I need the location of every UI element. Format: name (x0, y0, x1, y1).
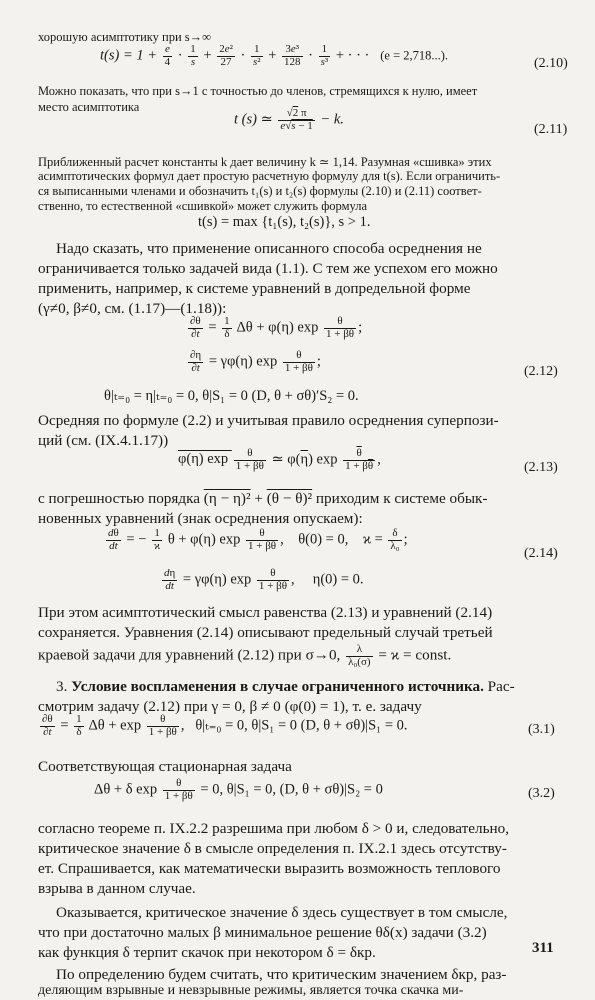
equation-2-12-line-2: $\frac{\partial\eta}{\partial t}$ = γφ(η) exp $\frac{\theta}{1 + \beta\theta}$ ; (190, 349, 321, 374)
paragraph-3-text-a: с погрешностью порядка (38, 490, 200, 507)
eq-3-2-boundary: = 0, θ|S₁ = 0, (D, θ + σθ)|S₂ = 0 (200, 781, 383, 798)
small-paragraph-2-line-2: асимптотических формул дает простую расчетную формулу для t(s). Если ограничить- (38, 169, 501, 183)
equation-2-10: t(s) = 1 + $\frac{e}{4}$ · $\frac{1}{s}$ + $\frac{\text{2e²}}{27}$ · $\frac{1}{\text{s²}}$ + $\frac{\text{3e³}}{128}$ · $\frac{1}{\text{s³}}$ + · · · (e = 2,718...). (100, 43, 449, 68)
paragraph-1-line-2: ограничивается только задачей вида (1.1). С тем же успехом его можно (38, 260, 498, 277)
paragraph-6-line-4: взрыва в данном случае. (38, 880, 196, 897)
paragraph-4-text: краевой задачи для уравнений (2.12) при σ→0, (38, 646, 341, 664)
paragraph-1-line-3: применить, например, к системе уравнений в допредельной форме (38, 280, 471, 297)
paragraph-4-line-1: При этом асимптотический смысл равенства (2.13) и уравнений (2.14) (38, 604, 493, 621)
equation-max: t(s) = max {t₁(s), t₂(s)}, s > 1. (198, 214, 371, 230)
eq-label-3-2: (3.2) (528, 786, 555, 801)
eq-label-2-11: (2.11) (534, 122, 568, 137)
eq-2-11-lhs: t (s) ≃ (234, 111, 273, 128)
equation-3-1: $\frac{\partial\theta}{\partial t}$ = $\frac{1}{\delta}$ Δθ + exp $\frac{\theta}{1 + \beta\theta}$ , θ|ₜ₌₀ = 0, θ|S₁ = 0 (D, θ + σθ)|S₁ = 0. (42, 713, 408, 738)
paragraph-7-line-3: как функция δ терпит скачок при некотором δ = δкр. (38, 944, 376, 961)
equation-2-11: t (s) ≃ $\frac{√2 \pi}{e√s - 1}$ − k. (234, 107, 344, 132)
eq-2-11-rhs: − k. (320, 111, 344, 128)
paragraph-5: Соответствующая стационарная задача (38, 758, 292, 775)
paragraph-7-line-1: Оказывается, критическое значение δ здесь существует в том смысле, (56, 904, 508, 921)
small-paragraph-2-line-4: ственно, то естественной «сшивкой» может служить формула (38, 199, 368, 213)
paragraph-3-line-2: новенных уравнений (знак осреднения опускаем): (38, 510, 363, 527)
eq-label-3-1: (3.1) (528, 722, 555, 737)
paragraph-7-line-2: что при достаточно малых β минимальное решение θδ(x) задачи (3.2) (38, 924, 487, 941)
paragraph-2-line-1: Осредняя по формуле (2.2) и учитывая правило осреднения суперпози- (38, 412, 499, 429)
section-heading (56, 678, 515, 696)
paragraph-6-line-1: согласно теореме п. IX.2.2 разрешима при любом δ > 0 и, следовательно, (38, 820, 510, 837)
paragraph-2-line-2: ций (см. (IX.4.1.17)) (38, 432, 169, 449)
eq-2-10-prefix: t(s) = 1 + (100, 47, 158, 64)
paragraph-6-line-2: критическое значение δ в смысле определения п. IX.2.1 здесь отсутству- (38, 840, 507, 857)
paragraph-8-line-2: деляющим взрывные и невзрывные режимы, является точка скачка ми- (38, 983, 464, 998)
small-paragraph-2-line-1: Приближенный расчет константы k дает величину k ≃ 1,14. Разумная «сшивка» этих (38, 155, 492, 169)
small-paragraph-1-line-2: место асимптотика (38, 100, 140, 114)
small-paragraph-1-line-1: Можно показать, что при s→1 с точностью до членов, стремящихся к нулю, имеет (38, 84, 478, 98)
section-title: Условие воспламенения в случае ограниченного источника. (71, 678, 484, 695)
paragraph-3-text-b: приходим к системе обык- (315, 490, 488, 507)
paragraph-4-tail: = ϰ = const. (378, 646, 452, 664)
equation-2-14-line-2: $\frac{d\eta}{dt}$ = γφ(η) exp $\frac{\theta}{1 + \beta\theta}$ , η(0) = 0. (164, 567, 364, 592)
section-line-2: смотрим задачу (2.12) при γ = 0, β ≠ 0 (φ(0) = 1), т. е. задачу (38, 698, 422, 715)
section-number: 3. (56, 678, 68, 695)
paragraph-4-line-2: сохраняется. Уравнения (2.14) описывают предельный случай третьей (38, 624, 493, 641)
equation-2-13: φ(η) exp $\frac{\theta}{1 + \beta\theta}$ ≃ $\varphi(\overline{\eta})$ exp $\frac{\overline{\theta}}{1 + \beta\overline{\theta}}$ , (178, 447, 381, 472)
eq-label-2-12: (2.12) (524, 364, 558, 379)
eq-label-2-14: (2.14) (524, 546, 558, 561)
section-title-continuation: Рас- (487, 678, 515, 695)
eq-label-2-13: (2.13) (524, 460, 558, 475)
intro-line: хорошую асимптотику при s→∞ (38, 30, 212, 44)
eq-2-14-cond-2: η(0) = 0. (312, 571, 364, 588)
eq-2-14-cond-1: θ(0) = 0, (298, 531, 349, 548)
equation-2-14-line-1: $\frac{d\theta}{dt}$ = − $\frac{1}{ϰ}$ θ + φ(η) exp $\frac{\theta}{1 + \beta\theta}$ , θ(0) = 0, ϰ = $\frac{\delta}{\text{λ₀}}$ ; (108, 527, 408, 552)
paragraph-1-line-1: Надо сказать, что применение описанного способа осреднения не (56, 240, 482, 257)
page-number: 311 (532, 940, 554, 956)
paragraph-3-line-1: с погрешностью порядка (η − η)² + (θ − θ)² приходим к системе обык- (38, 490, 488, 507)
equation-3-2: Δθ + δ exp $\frac{\theta}{1 + \beta\theta}$ = 0, θ|S₁ = 0, (D, θ + σθ)|S₂ = 0 (94, 777, 383, 802)
paragraph-4-line-3: краевой задачи для уравнений (2.12) при σ→0, $\frac{\lambda}{\text{λ₀(σ)}}$ = ϰ = const. (38, 643, 452, 668)
equation-2-12-boundary: θ|ₜ₌₀ = η|ₜ₌₀ = 0, θ|S₁ = 0 (D, θ + σθ)′S₂ = 0. (104, 388, 359, 404)
paragraph-8-line-1: По определению будем считать, что критическим значением δкр, раз- (56, 966, 507, 983)
eq-label-2-10: (2.10) (534, 56, 568, 71)
paragraph-6-line-3: ет. Спрашивается, как математически выразить возможность теплового (38, 860, 501, 877)
eq-2-10-e-note: (e = 2,718...). (380, 48, 449, 63)
paragraph-1-line-4: (γ≠0, β≠0, см. (1.17)—(1.18)): (38, 300, 227, 317)
equation-2-12-line-1: $\frac{\partial\theta}{\partial t}$ = $\frac{1}{\delta}$ Δθ + φ(η) exp $\frac{\theta}{1 + \beta\theta}$ ; (190, 315, 363, 340)
eq-3-1-boundary: θ|ₜ₌₀ = 0, θ|S₁ = 0 (D, θ + σθ)|S₁ = 0. (195, 717, 408, 734)
small-paragraph-2-line-3: ся выписанными членами и обозначить t₁(s) и t₂(s) формулы (2.10) и (2.11) соответ- (38, 184, 482, 198)
